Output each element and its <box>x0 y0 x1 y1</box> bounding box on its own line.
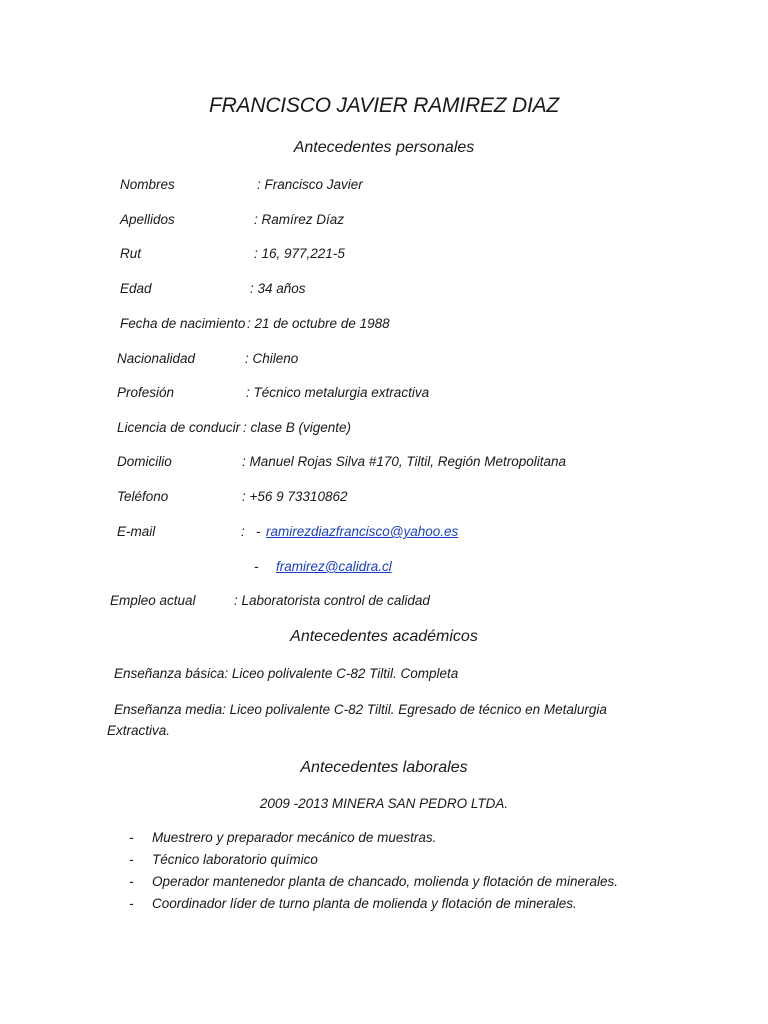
field-value: : 21 de octubre de 1988 <box>247 316 390 331</box>
field-value: : Técnico metalurgia extractiva <box>246 385 430 400</box>
list-item-text: Operador mantenedor planta de chancado, molienda y flotación de minerales. <box>152 874 619 889</box>
field-value: : 16, 977,221-5 <box>254 246 345 261</box>
list-item <box>0 896 768 918</box>
work-period: 2009 -2013 MINERA SAN PEDRO LTDA. <box>259 796 509 811</box>
list-dash: - <box>129 874 134 889</box>
field-value: : +56 9 73310862 <box>242 489 348 504</box>
list-item <box>0 830 768 852</box>
field-value: : Ramírez Díaz <box>254 212 345 227</box>
list-dash: - <box>129 852 134 867</box>
field-label: Fecha de nacimiento <box>120 316 246 331</box>
section-heading-work: Antecedentes laborales <box>300 759 468 776</box>
list-item <box>0 874 768 896</box>
list-item-text: Muestrero y preparador mecánico de muestras. <box>152 830 437 845</box>
field-value: : Manuel Rojas Silva #170, Tiltil, Región Metropolitana <box>242 454 567 469</box>
list-item <box>0 852 768 874</box>
academic-media: Enseñanza media: Liceo polivalente C-82 Tiltil. Egresado de técnico en Metalurgia <box>114 702 607 717</box>
field-value: : clase B (vigente) <box>243 420 352 435</box>
section-heading-academic: Antecedentes académicos <box>290 628 478 645</box>
list-item-text: Técnico laboratorio químico <box>152 852 318 867</box>
list-item-text: Coordinador líder de turno planta de molienda y flotación de minerales. <box>152 896 577 911</box>
field-label: Teléfono <box>117 489 169 504</box>
document-title: FRANCISCO JAVIER RAMIREZ DIAZ <box>208 94 560 117</box>
field-value: : Chileno <box>245 351 299 366</box>
field-value: : 34 años <box>250 281 306 296</box>
field-separator: : - <box>241 524 261 539</box>
section-heading-personal: Antecedentes personales <box>293 139 475 156</box>
email-link-calidra[interactable]: framirez@calidra.cl <box>276 559 392 574</box>
field-value: : Francisco Javier <box>257 177 363 192</box>
field-label: Nacionalidad <box>117 351 196 366</box>
field-label: Empleo actual <box>110 593 196 608</box>
field-label: Edad <box>120 281 152 296</box>
field-label: Nombres <box>120 177 175 192</box>
academic-media-continued: Extractiva. <box>107 723 171 738</box>
field-label: E-mail <box>117 524 156 539</box>
field-label: Rut <box>120 246 142 261</box>
academic-basica: Enseñanza básica: Liceo polivalente C-82 Tiltil. Completa <box>114 666 459 681</box>
field-label: Licencia de conducir <box>117 420 241 435</box>
email-link-yahoo[interactable]: ramirezdiazfrancisco@yahoo.es <box>266 524 459 539</box>
field-value: : Laboratorista control de calidad <box>234 593 430 608</box>
field-label: Domicilio <box>117 454 172 469</box>
list-dash: - <box>129 830 134 845</box>
list-dash: - <box>129 896 134 911</box>
list-dash: - <box>254 559 259 574</box>
field-label: Profesión <box>117 385 175 400</box>
field-label: Apellidos <box>120 212 175 227</box>
